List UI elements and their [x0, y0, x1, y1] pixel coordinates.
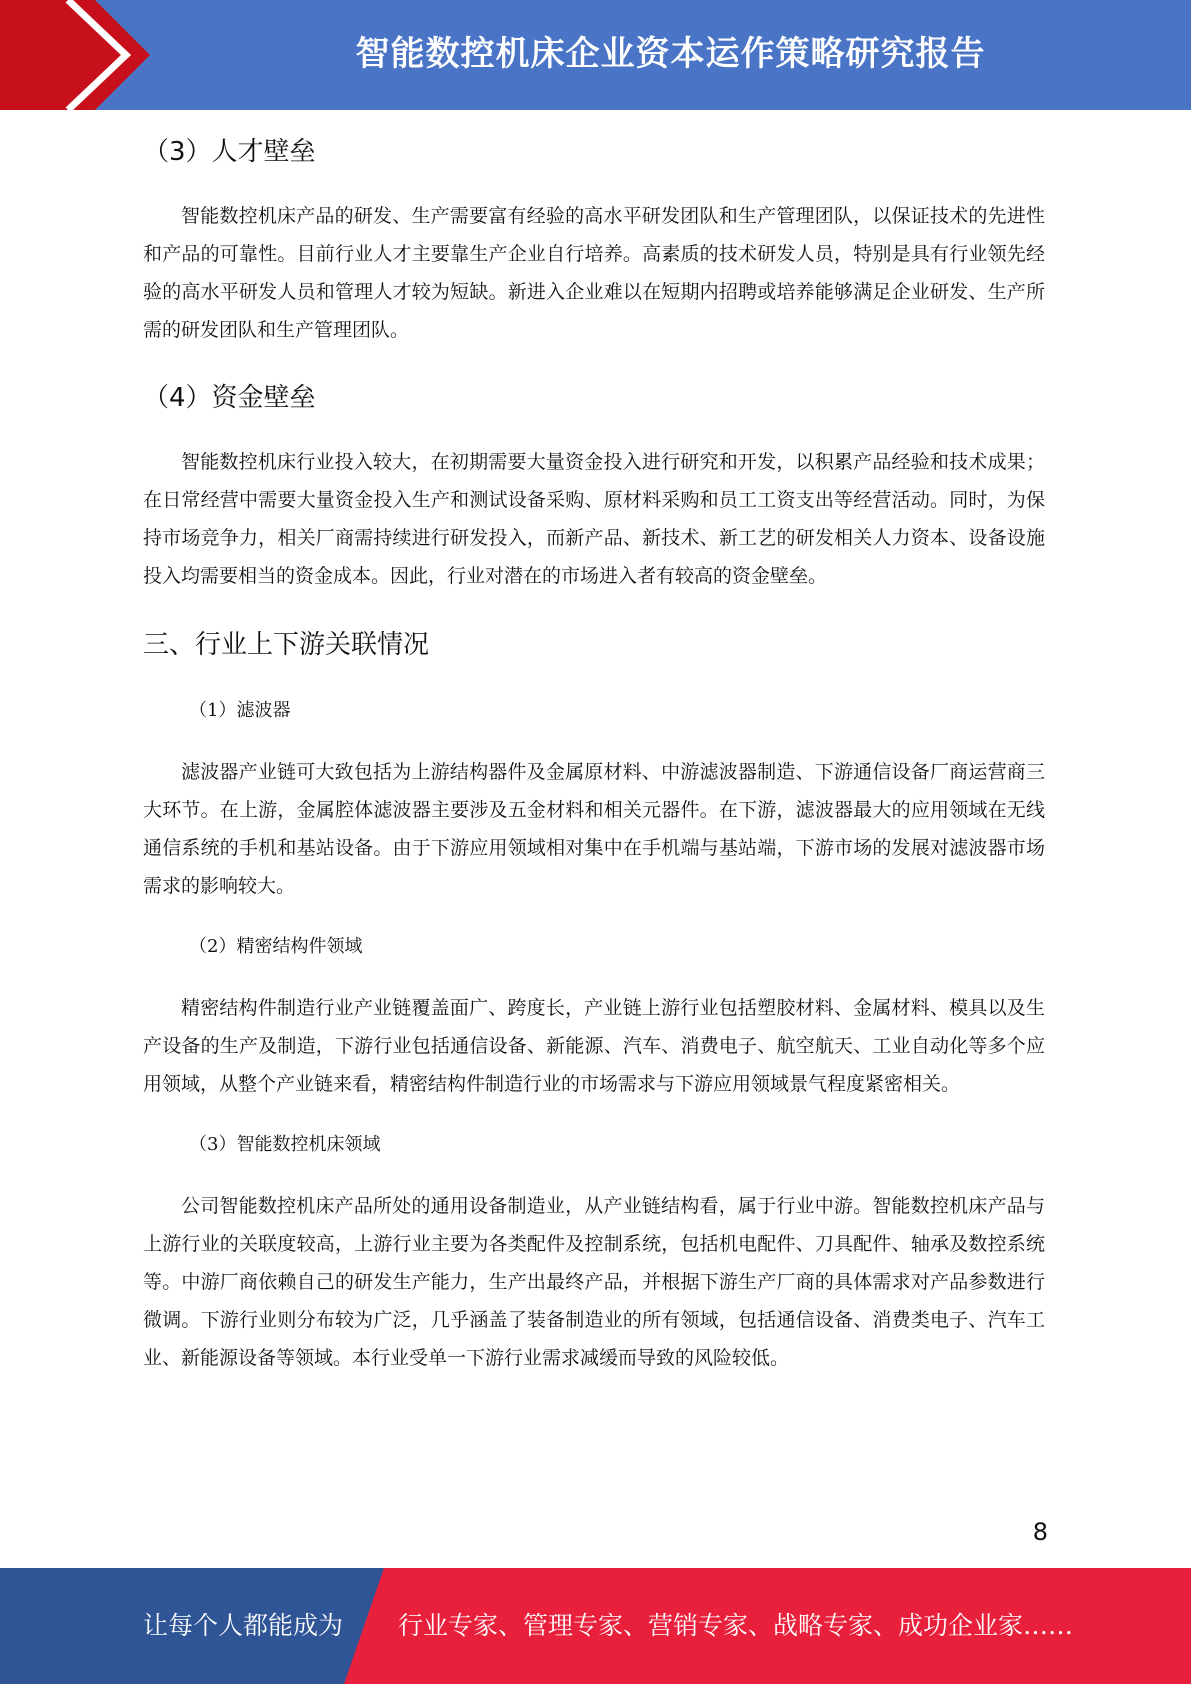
header-red-chevron — [0, 0, 150, 110]
section-heading-talent-barrier: （3）人才壁垒 — [143, 137, 316, 167]
paragraph-talent-barrier: 智能数控机床产品的研发、生产需要富有经验的高水平研发团队和生产管理团队，以保证技术的先进性和产品的可靠性。目前行业人才主要靠生产企业自行培养。高素质的技术研发人员，特别是具有行业领先经验的高水平研发人员和管理人才较为短缺。新进入企业难以在短期内招聘或培养能够满足企业研发、生产所需的研发团队和生产管理团队。 — [143, 205, 1045, 341]
page-footer — [0, 1568, 1191, 1684]
paragraph-cnc-machine: 公司智能数控机床产品所处的通用设备制造业，从产业链结构看，属于行业中游。智能数控机床产品与上游行业的关联度较高，上游行业主要为各类配件及控制系统，包括机电配件、刀具配件、轴承及数控系统等。中游厂商依赖自己的研发生产能力，生产出最终产品，并根据下游生产厂商的具体需求对产品参数进行微调。下游行业则分布较为广泛，几乎涵盖了装备制造业的所有领域，包括通信设备、消费类电子、汽车工业、新能源设备等领域。本行业受单一下游行业需求减缓而导致的风险较低。 — [143, 1195, 1045, 1369]
report-title: 智能数控机床企业资本运作策略研究报告 — [355, 34, 986, 74]
subheading-filter: （1）滤波器 — [189, 700, 291, 721]
paragraph-capital-barrier: 智能数控机床行业投入较大，在初期需要大量资金投入进行研究和开发，以积累产品经验和技术成果；在日常经营中需要大量资金投入生产和测试设备采购、原材料采购和员工工资支出等经营活动。同时，为保持市场竞争力，相关厂商需持续进行研发投入，而新产品、新技术、新工艺的研发相关人力资本、设备设施投入均需要相当的资金成本。因此，行业对潜在的市场进入者有较高的资金壁垒。 — [143, 451, 1045, 587]
footer-slogan-right: 行业专家、管理专家、营销专家、战略专家、成功企业家…… — [398, 1611, 1074, 1640]
subheading-cnc-machine: （3）智能数控机床领域 — [189, 1134, 381, 1155]
paragraph-precision-parts: 精密结构件制造行业产业链覆盖面广、跨度长，产业链上游行业包括塑胶材料、金属材料、模具以及生产设备的生产及制造，下游行业包括通信设备、新能源、汽车、消费电子、航空航天、工业自动化等多个应用领域，从整个产业链来看，精密结构件制造行业的市场需求与下游应用领域景气程度紧密相关。 — [143, 997, 1045, 1095]
subheading-precision-parts: （2）精密结构件领域 — [189, 936, 363, 957]
page-number: 8 — [1032, 1518, 1048, 1546]
document-body — [143, 125, 1045, 1377]
chapter-heading-industry-chain: 三、行业上下游关联情况 — [143, 630, 430, 660]
section-heading-capital-barrier: （4）资金壁垒 — [143, 383, 316, 413]
paragraph-filter: 滤波器产业链可大致包括为上游结构器件及金属原材料、中游滤波器制造、下游通信设备厂商运营商三大环节。在上游，金属腔体滤波器主要涉及五金材料和相关元器件。在下游，滤波器最大的应用领域在无线通信系统的手机和基站设备。由于下游应用领域相对集中在手机端与基站端，下游市场的发展对滤波器市场需求的影响较大。 — [143, 761, 1045, 897]
page-header — [0, 0, 1191, 110]
footer-slogan-left: 让每个人都能成为 — [143, 1611, 344, 1640]
